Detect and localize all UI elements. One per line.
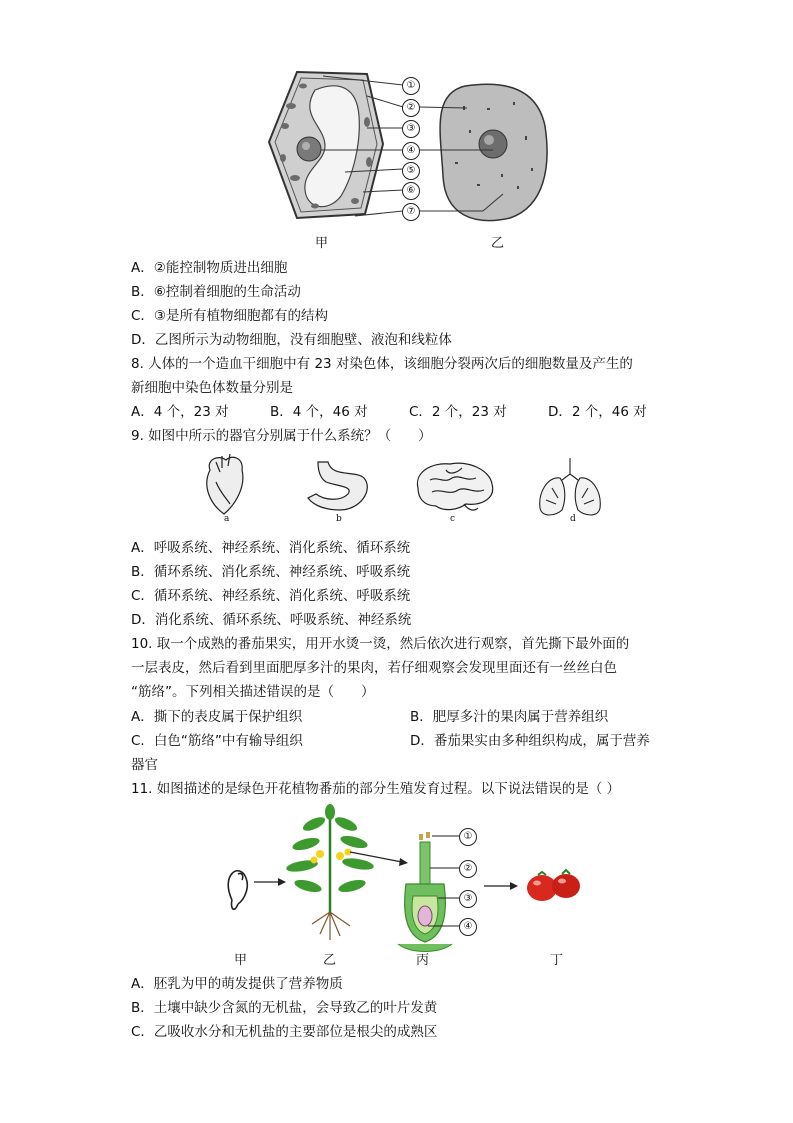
q9-option-b: B．循环系统、消化系统、神经系统、呼吸系统 [131, 564, 411, 580]
q9-option-a: A．呼吸系统、神经系统、消化系统、循环系统 [131, 540, 411, 556]
stage-label-yi: 乙 [323, 953, 337, 968]
organ-label-c: c [450, 514, 456, 524]
tomato-fruit-icon [527, 870, 580, 901]
marker-6: ⑥ [402, 182, 420, 200]
q10-stem-line2: 一层表皮，然后看到里面肥厚多汁的果肉，若仔细观察会发现里面还有一丝丝白色 [131, 660, 617, 676]
q10-stem-line3: “筋络”。下列相关描述错误的是（ ） [131, 684, 375, 700]
tomato-plant-icon [285, 804, 374, 940]
q8-stem-line2: 新细胞中染色体数量分别是 [131, 380, 293, 396]
q7-option-b: B．⑥控制着细胞的生命活动 [131, 284, 301, 300]
flower-marker-2: ② [459, 860, 477, 878]
marker-7: ⑦ [402, 203, 420, 221]
flower-section-icon [398, 832, 452, 952]
stage-label-jia: 甲 [234, 953, 248, 968]
plant-nucleus [297, 137, 321, 161]
marker-2: ② [402, 99, 420, 117]
q8-option-c: C．2 个，23 对 [409, 404, 507, 420]
q10-option-d-continued: 器官 [131, 757, 158, 773]
q8-option-a: A．4 个，23 对 [131, 404, 229, 420]
q9-option-c: C．循环系统、神经系统、消化系统、呼吸系统 [131, 588, 411, 604]
q10-option-c: C．白色“筋络”中有输导组织 [131, 733, 303, 749]
heart-icon [207, 454, 243, 514]
tomato-lifecycle-figure [210, 804, 600, 969]
organ-figure [196, 452, 616, 530]
organ-label-a: a [224, 514, 230, 524]
animal-nucleus [479, 130, 507, 158]
flower-marker-3: ③ [459, 890, 477, 908]
marker-4: ④ [402, 142, 420, 160]
lungs-icon [540, 458, 601, 515]
q10-option-b: B．肥厚多汁的果肉属于营养组织 [410, 709, 609, 725]
figure-label-jia: 甲 [315, 236, 329, 251]
q10-option-d: D．番茄果实由多种组织构成，属于营养 [410, 733, 650, 749]
organ-label-d: d [570, 514, 576, 524]
cell-diagram [255, 66, 555, 251]
q9-stem: 9. 如图中所示的器官分别属于什么系统？（ ） [131, 428, 432, 444]
q8-stem-line1: 8. 人体的一个造血干细胞中有 23 对染色体，该细胞分裂两次后的细胞数量及产生的 [131, 356, 633, 372]
q9-option-d: D．消化系统、循环系统、呼吸系统、神经系统 [131, 612, 412, 628]
brain-icon [417, 463, 492, 510]
q7-option-a: A．②能控制物质进出细胞 [131, 260, 288, 276]
marker-5: ⑤ [402, 162, 420, 180]
q11-option-b: B．土壤中缺少含氮的无机盐，会导致乙的叶片发黄 [131, 1000, 438, 1016]
q10-option-a: A．撕下的表皮属于保护组织 [131, 709, 303, 725]
flower-marker-1: ① [459, 828, 477, 846]
stomach-icon [308, 462, 367, 510]
flower-marker-4: ④ [459, 918, 477, 936]
q10-stem-line1: 10. 取一个成熟的番茄果实，用开水烫一烫，然后依次进行观察，首先撕下最外面的 [131, 636, 630, 652]
stage-label-ding: 丁 [550, 953, 564, 968]
tomato-lifecycle-svg [210, 804, 600, 969]
organ-label-b: b [336, 514, 342, 524]
seed-icon [228, 871, 247, 909]
organ-figure-svg [196, 452, 616, 530]
figure-label-yi: 乙 [491, 236, 505, 251]
stage-label-bing: 丙 [416, 953, 430, 968]
q7-option-c: C．③是所有植物细胞都有的结构 [131, 308, 329, 324]
q11-option-a: A．胚乳为甲的萌发提供了营养物质 [131, 976, 343, 992]
marker-3: ③ [402, 120, 420, 138]
cell-diagram-svg [255, 66, 555, 251]
q11-option-c: C．乙吸收水分和无机盐的主要部位是根尖的成熟区 [131, 1024, 438, 1040]
q7-option-d: D．乙图所示为动物细胞，没有细胞壁、液泡和线粒体 [131, 332, 452, 348]
marker-1: ① [402, 77, 420, 95]
q11-stem: 11. 如图描述的是绿色开花植物番茄的部分生殖发育过程。以下说法错误的是（ ） [131, 781, 621, 797]
q8-option-b: B．4 个，46 对 [270, 404, 368, 420]
q8-option-d: D．2 个，46 对 [548, 404, 647, 420]
